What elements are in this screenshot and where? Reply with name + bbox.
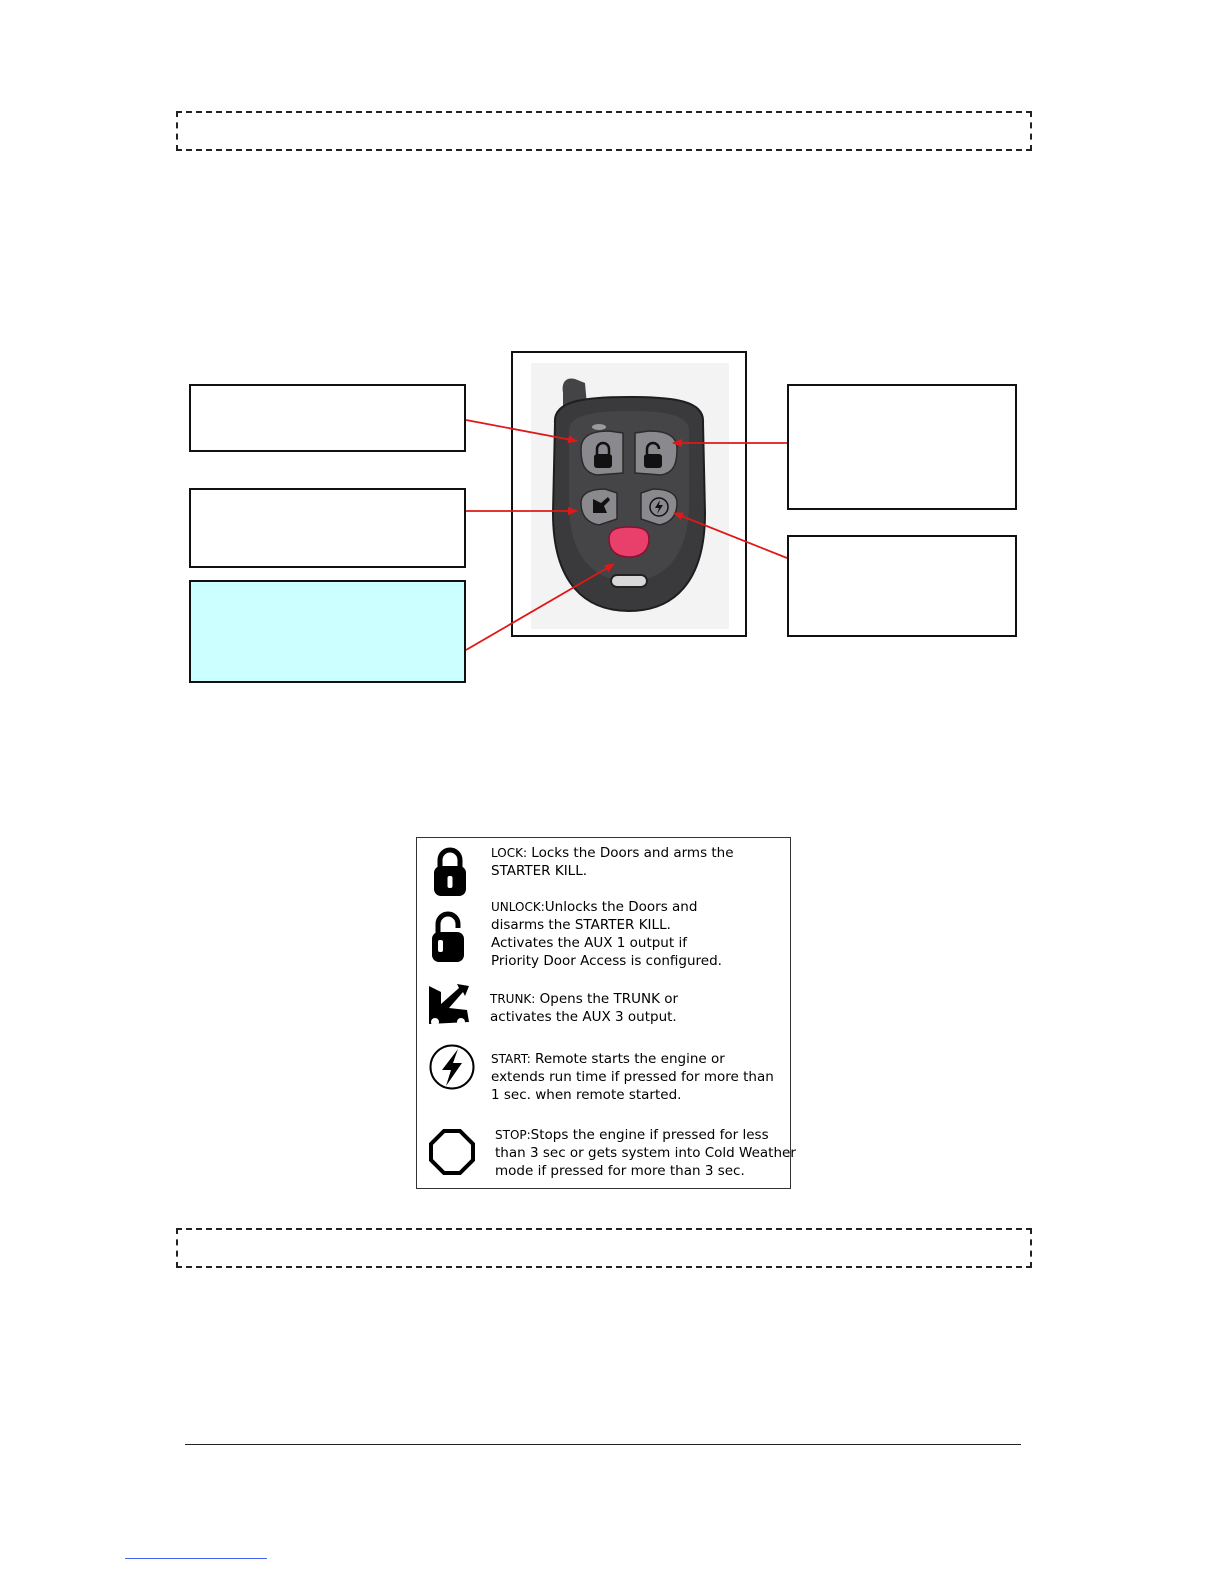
remote-stop-button[interactable]: [609, 527, 649, 557]
footer-frame: [176, 1228, 1032, 1268]
remote-photo: [513, 353, 745, 635]
footer-rule: [185, 1444, 1021, 1445]
lock-description: LOCK: Locks the Doors and arms the STARTER KILL.: [491, 845, 734, 879]
unlock-icon: [429, 908, 467, 964]
lock-callout-box: [189, 384, 466, 452]
start-callout-box: [787, 535, 1017, 637]
keyring-slot: [611, 575, 647, 587]
start-icon: [428, 1043, 476, 1091]
remote-unlock-button[interactable]: [635, 431, 677, 475]
led-indicator: [592, 424, 606, 430]
stop-icon: [428, 1128, 476, 1176]
start-description: START: Remote starts the engine or extends run time if pressed for more than 1 sec. when remote started.: [491, 1051, 774, 1103]
trunk-callout-box: [189, 488, 466, 568]
remote-start-button[interactable]: [641, 489, 677, 525]
trunk-description: TRUNK: Opens the TRUNK or activates the AUX 3 output.: [490, 991, 679, 1025]
unlock-callout-box: [787, 384, 1017, 510]
unlock-description: UNLOCK:Unlocks the Doors and disarms the STARTER KILL. Activates the AUX 1 output if Priority Door Access is configured.: [491, 899, 722, 969]
remote-trunk-button[interactable]: [581, 489, 617, 525]
footer-link[interactable]: [125, 1558, 267, 1559]
stop-callout-box: [189, 580, 466, 683]
trunk-icon: [427, 982, 471, 1026]
lock-icon: [431, 846, 469, 898]
remote-photo-frame: [511, 351, 747, 637]
remote-lock-button[interactable]: [581, 431, 623, 475]
header-frame: [176, 111, 1032, 151]
stop-description: STOP:Stops the engine if pressed for less than 3 sec or gets system into Cold Weather mode if pressed for more than 3 sec.: [495, 1127, 796, 1179]
button-legend: [416, 837, 796, 1189]
